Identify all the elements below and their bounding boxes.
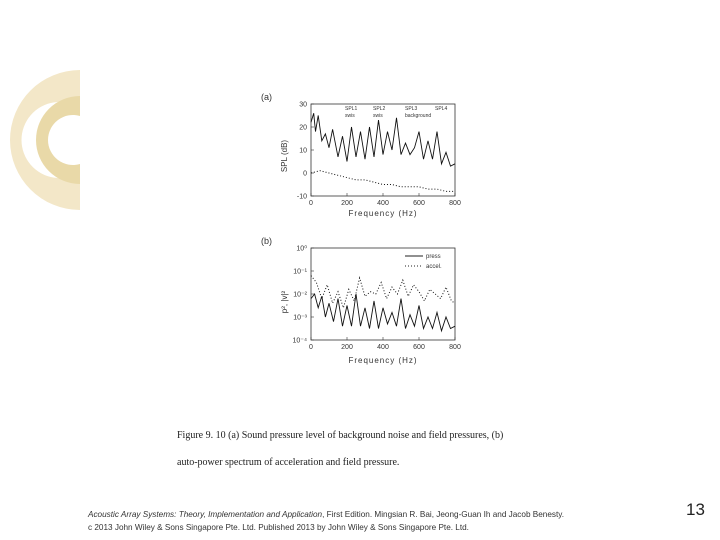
chart-a-legend-2: SPL2 [373,106,386,112]
chart-b-legend-press: press [426,254,441,260]
chart-a-x-tick-label: 600 [413,200,425,207]
chart-a-legend-2-sub: swis [373,113,383,119]
page-number: 13 [686,500,705,519]
footer-citation [88,508,678,534]
chart-a-y-tick-label: -10 [296,193,307,201]
chart-a-legend [345,106,447,119]
chart-b-x-tick-label: 0 [309,344,313,351]
chart-b-series-accel [311,276,455,308]
chart-b-series-press [311,294,455,331]
footer-line-2: c 2013 John Wiley & Sons Singapore Pte. Ltd. Published 2013 by John Wiley & Sons Singapore Pte. Ltd. [88,523,469,532]
chart-b [255,232,475,367]
chart-a-x-tick-label: 400 [377,200,389,207]
chart-a-plot-frame [311,104,455,196]
decorative-arc-inner [36,96,80,184]
footer-book-title: Acoustic Array Systems: Theory, Implementation and Application [88,510,323,519]
chart-a-y-tick-label: 30 [299,101,307,109]
chart-a-y-tick-label: 20 [299,124,307,132]
chart-a-xlabel: Frequency (Hz) [348,209,418,218]
chart-b-x-tick-label: 400 [377,344,389,351]
footer-line-1-rest: , First Edition. Mingsian R. Bai, Jeong-Guan Ih and Jacob Benesty. [322,510,565,519]
chart-b-panel-label: (b) [261,236,272,246]
chart-a-y-tick-label: 10 [299,147,307,155]
chart-b-xlabel: Frequency (Hz) [348,356,418,365]
decorative-c-shape [0,0,90,230]
chart-a [255,88,475,223]
chart-a-legend-3: SPL3 [405,106,418,112]
chart-a-panel-label: (a) [261,92,272,102]
chart-b-ylabel: p², |v|² [280,290,289,314]
chart-b-x-tick-label: 600 [413,344,425,351]
chart-b-y-tick-label: 10⁻³ [293,314,307,322]
chart-a-y-tick-label: 0 [303,170,307,178]
chart-a-ylabel: SPL (dB) [280,139,289,173]
chart-a-x-tick-label: 800 [449,200,461,207]
chart-b-x-tick-label: 200 [341,344,353,351]
chart-a-legend-3-sub: background [405,113,432,119]
chart-b-y-tick-label: 10⁻¹ [293,268,307,276]
chart-b-legend [405,254,442,270]
chart-a-x-tick-label: 200 [341,200,353,207]
chart-b-y-tick-label: 10⁰ [296,245,307,253]
footer-line-1 [88,508,678,521]
chart-a-legend-1: SPL1 [345,106,358,112]
chart-a-x-tick-label: 0 [309,200,313,207]
chart-a-legend-4: SPL4 [435,106,448,112]
figure-caption-line-1: Figure 9. 10 (a) Sound pressure level of background noise and field pressures, (b) [177,430,504,441]
chart-a-series-background [311,171,455,192]
chart-b-y-tick-label: 10⁻² [293,291,307,299]
figure-caption-line-2: auto-power spectrum of acceleration and field pressure. [177,457,400,468]
chart-a-series-field [311,113,455,166]
chart-b-legend-accel: accel. [426,264,442,270]
chart-b-y-tick-label: 10⁻⁴ [292,337,307,345]
chart-b-x-tick-label: 800 [449,344,461,351]
chart-a-legend-1-sub: swis [345,113,355,119]
